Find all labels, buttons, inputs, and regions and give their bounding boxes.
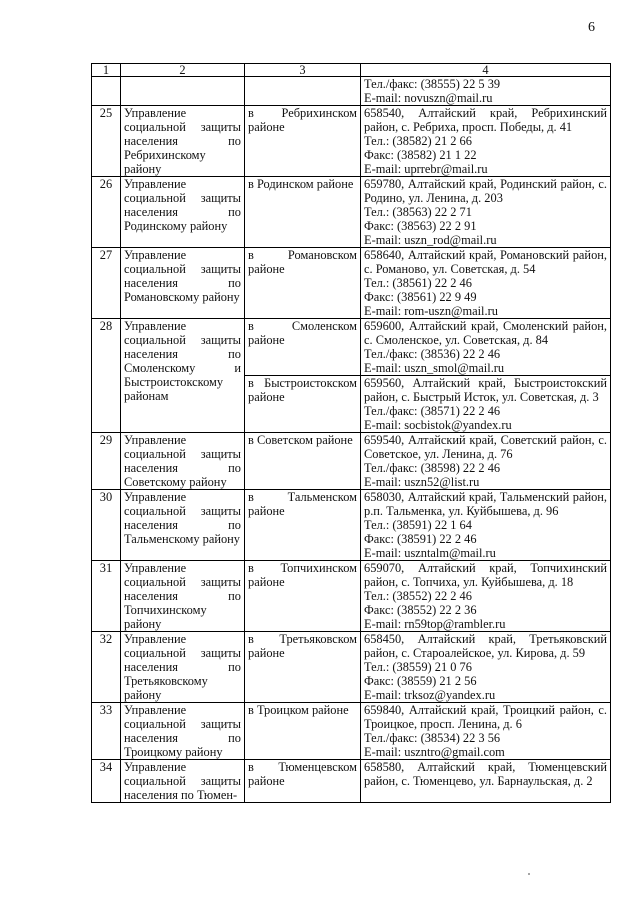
district-name: в Ребрихинском районе — [245, 106, 361, 177]
contacts-cell — [361, 248, 611, 319]
contacts-cell — [361, 632, 611, 703]
contact-details: 658540, Алтайский край, Ребрихинский район, с. Ребриха, просп. Победы, д. 41 Тел.: (38582) 21 2 66 Факс: (38582) 21 1 22 E-mail: uprrebr@mail.ru — [364, 106, 607, 176]
contacts-cell — [361, 177, 611, 248]
table-row — [92, 177, 611, 248]
contacts-cell — [361, 760, 611, 803]
district-name: в Советском районе — [245, 433, 361, 490]
table-row — [92, 703, 611, 760]
table-row — [92, 433, 611, 490]
contacts-cell — [361, 433, 611, 490]
contact-details: 658580, Алтайский край, Тюменцевский район, с. Тюменцево, ул. Барнаульская, д. 2 — [364, 760, 607, 788]
district-name: в Романовском районе — [245, 248, 361, 319]
row-number: 32 — [92, 632, 121, 703]
contacts-cell — [361, 490, 611, 561]
header-cell-3: 3 — [245, 64, 361, 77]
contact-details: 659600, Алтайский край, Смоленский район, с. Смоленское, ул. Советская, д. 84 Тел./факс: (38536) 22 2 46 E-mail: uszn_smol@mail.ru — [364, 319, 607, 375]
header-cell-1: 1 — [92, 64, 121, 77]
table-body — [92, 64, 611, 803]
table-row — [92, 106, 611, 177]
row-number: 27 — [92, 248, 121, 319]
continuation-district-cell — [245, 77, 361, 106]
office-name: Управление социальной защиты населения по Третьяковскому району — [121, 632, 245, 703]
table-row — [92, 319, 611, 376]
contacts-cell — [361, 561, 611, 632]
office-name: Управление социальной защиты населения по Троицкому району — [121, 703, 245, 760]
table-row — [92, 632, 611, 703]
row-number: 31 — [92, 561, 121, 632]
district-name: в Тальменском районе — [245, 490, 361, 561]
office-name: Управление социальной защиты населения по Романовскому району — [121, 248, 245, 319]
contacts-cell — [361, 376, 611, 433]
office-name: Управление социальной защиты населения по Топчихинскому району — [121, 561, 245, 632]
header-cell-4: 4 — [361, 64, 611, 77]
continuation-contacts-cell — [361, 77, 611, 106]
contacts-cell — [361, 319, 611, 376]
office-name: Управление социальной защиты населения по Ребрихинскому району — [121, 106, 245, 177]
contact-details: 659840, Алтайский край, Троицкий район, с. Троицкое, просп. Ленина, д. 6 Тел./факс: (38534) 22 3 56 E-mail: uszntro@gmail.com — [364, 703, 607, 759]
page-number: 6 — [588, 20, 595, 35]
district-name: в Троицком районе — [245, 703, 361, 760]
district-name: в Смоленском районе — [245, 319, 361, 376]
contacts-cell — [361, 703, 611, 760]
continuation-row — [92, 77, 611, 106]
row-number: 25 — [92, 106, 121, 177]
row-number: 28 — [92, 319, 121, 433]
row-number: 34 — [92, 760, 121, 803]
social-protection-offices-table — [91, 63, 611, 803]
office-name: Управление социальной защиты населения по Смоленскому и Быстроистокскому районам — [121, 319, 245, 433]
header-cell-2: 2 — [121, 64, 245, 77]
office-name: Управление социальной защиты населения по Тюмен- — [121, 760, 245, 803]
header-row — [92, 64, 611, 77]
table-row — [92, 561, 611, 632]
district-name: в Быстроистокском районе — [245, 376, 361, 433]
row-number: 26 — [92, 177, 121, 248]
district-name: в Тюменцевском районе — [245, 760, 361, 803]
office-name: Управление социальной защиты населения по Тальменскому району — [121, 490, 245, 561]
contact-details: 658450, Алтайский край, Третьяковский район, с. Староалейское, ул. Кирова, д. 59 Тел.: (38559) 21 0 76 Факс: (38559) 21 2 56 E-mail: trksoz@yandex.ru — [364, 632, 607, 702]
table-row — [92, 760, 611, 803]
row-number: 33 — [92, 703, 121, 760]
scan-artifact — [528, 873, 530, 875]
contacts-cell — [361, 106, 611, 177]
district-name: в Топчихинском районе — [245, 561, 361, 632]
table-row — [92, 490, 611, 561]
contact-details: 659070, Алтайский край, Топчихинский район, с. Топчиха, ул. Куйбышева, д. 18 Тел.: (38552) 22 2 46 Факс: (38552) 22 2 36 E-mail: rn59top@rambler.ru — [364, 561, 607, 631]
district-name: в Родинском районе — [245, 177, 361, 248]
contact-details: 659560, Алтайский край, Быстроистокский район, с. Быстрый Исток, ул. Советская, д. 3 Тел./факс: (38571) 22 2 46 E-mail: socbistok@yandex.ru — [364, 376, 607, 432]
row-number: 30 — [92, 490, 121, 561]
continuation-num-cell — [92, 77, 121, 106]
contact-details: 658640, Алтайский край, Романовский район, с. Романово, ул. Советская, д. 54 Тел.: (38561) 22 2 46 Факс: (38561) 22 9 49 E-mail: rom-uszn@mail.ru — [364, 248, 607, 318]
contact-details: 658030, Алтайский край, Тальменский район, р.п. Тальменка, ул. Куйбышева, д. 96 Тел.: (38591) 22 1 64 Факс: (38591) 22 2 46 E-mail: uszntalm@mail.ru — [364, 490, 607, 560]
district-name: в Третьяковском районе — [245, 632, 361, 703]
table-row — [92, 248, 611, 319]
row-number: 29 — [92, 433, 121, 490]
contact-details: 659540, Алтайский край, Советский район, с. Советское, ул. Ленина, д. 76 Тел./факс: (38598) 22 2 46 E-mail: uszn52@list.ru — [364, 433, 607, 489]
continuation-office-cell — [121, 77, 245, 106]
office-name: Управление социальной защиты населения по Родинскому району — [121, 177, 245, 248]
continuation-contacts: Тел./факс: (38555) 22 5 39 E-mail: novuszn@mail.ru — [364, 77, 501, 105]
contact-details: 659780, Алтайский край, Родинский район, с. Родино, ул. Ленина, д. 203 Тел.: (38563) 22 2 71 Факс: (38563) 22 2 91 E-mail: uszn_rod@mail.ru — [364, 177, 607, 247]
office-name: Управление социальной защиты населения по Советскому району — [121, 433, 245, 490]
